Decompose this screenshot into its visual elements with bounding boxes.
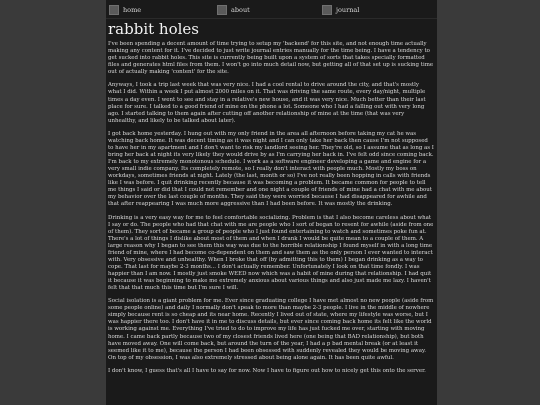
nav-journal-link[interactable]: [322, 4, 359, 16]
nav-about-label: about: [231, 6, 250, 14]
journal-icon: [322, 5, 332, 15]
nav-about-link[interactable]: [217, 4, 250, 16]
entry-paragraph: Anyways, I took a trip last week that was very nice. I had a cool rental to drive around the city, and that's mostly what I did. Within a week I put almost 2000 miles on it. That was driving the same route, every day/night, multiple times a day even. I went to see and stay in a relative's new house, and it was very nice. Much better than their last place for sure. I talked to a good friend of mine on the phone a lot. Someone who I had a falling out with very long ago. I started talking to them again after cutting off another relationship of mine at the time (that was very unhealthy, and likely to be talked about later).: [108, 82, 426, 124]
nav-home-link[interactable]: [109, 4, 141, 16]
entry-paragraph: I've been spending a decent amount of time trying to setup my 'backend' for this site, and not enough time actually making any content for it. I've decided to just write journal entries manually for the time being. I have a tendency to get sucked into rabbit holes. This site is currently being built upon a system of sorts that takes specially formatted files and generates html files from them. I won't go into much detail now, but getting all of that set up is sucking time out of actually making 'content' for the site.: [108, 41, 434, 76]
entry-paragraph: Drinking is a very easy way for me to feel comfortable socializing. Problem is that I also become careless about what I say or do. The people who had that chat with me are people who I sort of began to resent for awhile (aside from one of them). They sort of became a group of people who I just found entertaining to watch and sometimes poke fun at. There's a lot of things I dislike about most of them and when I drank I would be quite mean to a couple of them. A large reason why I began to see them this way was due to the horrible relationship I found myself in with a long time friend of mine, where I had become co-dependent on them and saw them as the only person I ever wanted to interact with. Very obsessive and unhealthy. When I broke that off (by admitting this to them) I began drinking as a way to cope. That last for maybe 2-3 months... I don't actually remember. Unfortunately I look on that time fondly. I was happier than I am now. I mostly just smoke WEED now which was a habit of mine during that relationship. I had quit it because it was beginning to make me extremely anxious about various things and also just made me lazy. I haven't felt that that much this time but I'm sure I will.: [108, 214, 434, 292]
page: [106, 0, 437, 405]
page-title: rabbit holes: [108, 20, 199, 38]
entry-paragraph: I don't know, I guess that's all I have to say for now. Now I have to figure out how to nicely get this onto the server.: [108, 367, 426, 374]
journal-entry: [108, 41, 434, 381]
top-nav: [106, 4, 437, 16]
nav-divider: [106, 18, 437, 19]
nav-home-label: home: [123, 6, 142, 14]
entry-paragraph: I got back home yesterday. I hung out with my only friend in the area all afternoon before taking my cat he was watching back home. It was decent timing as it was night and I can only take her back then cause I'm not supposed to have her in my apartment and I don't want to risk my landlord seeing her. They're old, so I assume that as long as I bring her back at night its very likely they would drive by as I'm carrying her back in. I've felt odd since coming back. I'm back to my extremely monotonous schedule. I work as a software engineer developing a game and engine for a very small indie company. Its completely remote, so I really don't interact with people much. Mostly my boss on workdays, sometimes friends at night. Lately (the last, month or so) I've not really been hopping in calls with friends like I was before. I quit drinking recently because it was becoming a problem. It became common for people to tell me things I said or did that I could not remember and one night a couple of friends of mine had a chat with me about my behavior over the last couple of months. They said they were worried because I had disappeared for awhile and that after reappearing I was much more aggressive than I had been before. It was mostly the drinking.: [108, 130, 434, 208]
nav-journal-label: journal: [336, 6, 360, 14]
about-icon: [217, 5, 227, 15]
home-icon: [109, 5, 119, 15]
entry-paragraph: Social isolation is a giant problem for me. Ever since graduating college I have met almost no new people (aside from some people online) and daily I normally don't speak to more than maybe 2-3 people. I live in the middle of nowhere simply because rent is so cheap and its near home. Recently I lived out of state, where my lifestyle was worse, but I was happier there too. I don't have it in me to discuss details, but ever since coming back home its felt like the world is working against me. Everything I've tried to do to improve my life has just fucked me over, starting with moving home. I came back partly because two of my closest friends lived here (one being that BAD relationship), but both have moved away. One will come back, but around the turn of the year, I had a p bad mental break (or at least it seemed like it to me), because the person I had been obsessed with suddenly revealed they would be moving away. On top of my obsession, I was also extremely stressed about being alone again. It has been quite awful.: [108, 298, 434, 361]
